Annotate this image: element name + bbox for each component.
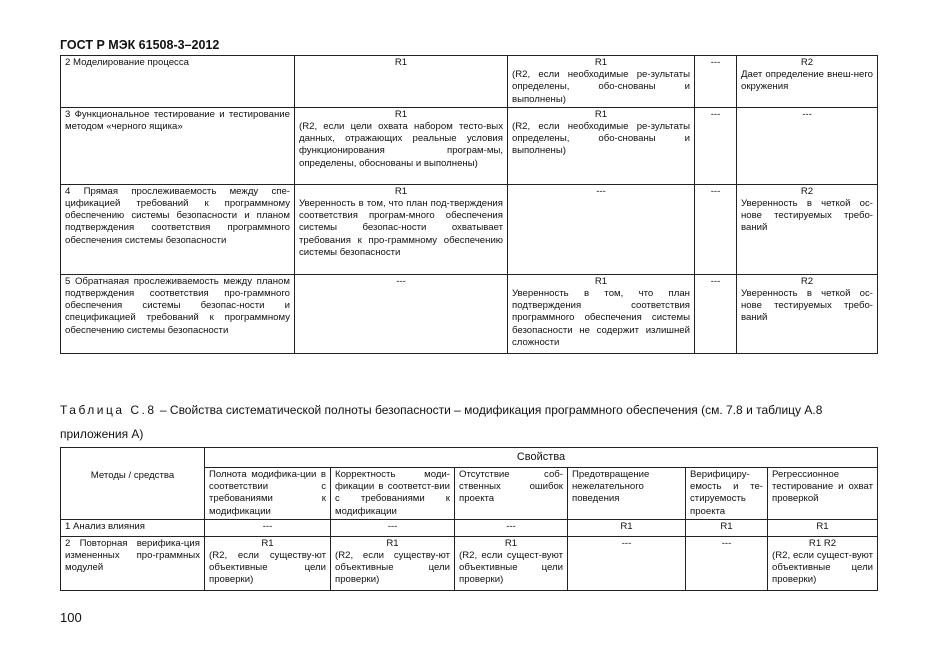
rating-cell: --- <box>508 184 695 274</box>
table-caption-label: Таблица С.8 <box>60 403 157 417</box>
rating-cell: R2 Уверенность в четкой ос-нове тестируемых требо-ваний <box>737 184 878 274</box>
method-cell: 4 Прямая прослеживаемость между спе-цификацией требований к программному обеспечению системы безопасности и планом подтверждения соответствия программного обеспечения системы безопасности <box>61 184 295 274</box>
table-row <box>61 107 878 184</box>
rating-cell: --- <box>695 107 737 184</box>
rating-cell: R1 (R2, если существу-ют объективные цели проверки) <box>205 536 331 590</box>
rating-cell: --- <box>686 536 768 590</box>
rating-cell: R1 (R2, если существу-ют объективные цели проверки) <box>331 536 455 590</box>
methods-header: Методы / средства <box>61 448 205 520</box>
method-cell: 5 Обратнаяая прослеживаемость между планом подтверждения соответствия про-граммного обеспечения системы безопас-ности и спецификацией требований к программному обеспечению системы безопасности <box>61 274 295 353</box>
rating-cell: --- <box>695 56 737 108</box>
rating-cell: R1 (R2, если необходимые ре-зультаты определены, обо-снованы и выполнены) <box>508 107 695 184</box>
rating-cell: R1 R2 (R2, если сущест-вуют объективные цели проверки) <box>768 536 878 590</box>
rating-cell: --- <box>205 519 331 536</box>
column-header: Отсутствие соб-ственных ошибок проекта <box>455 468 568 520</box>
table-row <box>61 56 878 108</box>
rating-cell: --- <box>737 107 878 184</box>
table-row <box>61 536 878 590</box>
method-cell: 1 Анализ влияния <box>61 519 205 536</box>
table-row <box>61 519 878 536</box>
properties-table-continued <box>60 55 878 354</box>
rating-cell: --- <box>331 519 455 536</box>
properties-header: Свойства <box>205 448 878 468</box>
document-header: ГОСТ Р МЭК 61508-3–2012 <box>60 38 220 52</box>
rating-cell: R1 Уверенность в том, что план подтверждения соответствия программного обеспечения системы безопасности не содержит излишней сложности <box>508 274 695 353</box>
rating-cell: R1 (R2, если необходимые ре-зультаты определены, обо-снованы и выполнены) <box>508 56 695 108</box>
table-row <box>61 184 878 274</box>
rating-cell: --- <box>568 536 686 590</box>
modification-properties-table <box>60 447 878 591</box>
rating-cell: R1 (R2, если цели охвата набором тесто-вых данных, отражающих реальные условия функционирования програм-мы, определены, обоснованы и выполнены) <box>295 107 508 184</box>
rating-cell: --- <box>455 519 568 536</box>
method-cell: 3 Функциональное тестирование и тестирование методом «черного ящика» <box>61 107 295 184</box>
rating-cell: --- <box>695 274 737 353</box>
method-cell: 2 Повторная верифика-ция измененных про-граммных модулей <box>61 536 205 590</box>
rating-cell: R1 <box>686 519 768 536</box>
rating-cell: R1 Уверенность в том, что план под-тверждения соответствия програм-много обеспечения системы безопас-ности охватывает требования к про-граммному обеспечению системы безопасности <box>295 184 508 274</box>
table-header-row <box>61 448 878 468</box>
rating-cell: R1 <box>568 519 686 536</box>
column-header: Регрессионное тестирование и охват проверкой <box>768 468 878 520</box>
table-caption <box>60 398 880 446</box>
column-header: Корректность моди-фикации в соответст-вии с требованиями к модификации <box>331 468 455 520</box>
rating-cell: R2 Уверенность в четкой ос-нове тестируемых требо-ваний <box>737 274 878 353</box>
rating-cell: R1 (R2, если сущест-вуют объективные цели проверки) <box>455 536 568 590</box>
column-header: Полнота модифика-ции в соответствии с требованиями к модификации <box>205 468 331 520</box>
table-caption-text: – Свойства систематической полноты безопасности – модификация программного обеспечения (см. 7.8 и таблицу А.8 приложения А) <box>60 403 823 441</box>
column-header: Верифициру-емость и те-стируемость проекта <box>686 468 768 520</box>
page-number: 100 <box>60 610 82 625</box>
column-header: Предотвращение нежелательного поведения <box>568 468 686 520</box>
rating-cell: --- <box>695 184 737 274</box>
table-row <box>61 274 878 353</box>
method-cell: 2 Моделирование процесса <box>61 56 295 108</box>
rating-cell: R2 Дает определение внеш-него окружения <box>737 56 878 108</box>
rating-cell: --- <box>295 274 508 353</box>
rating-cell: R1 <box>295 56 508 108</box>
rating-cell: R1 <box>768 519 878 536</box>
